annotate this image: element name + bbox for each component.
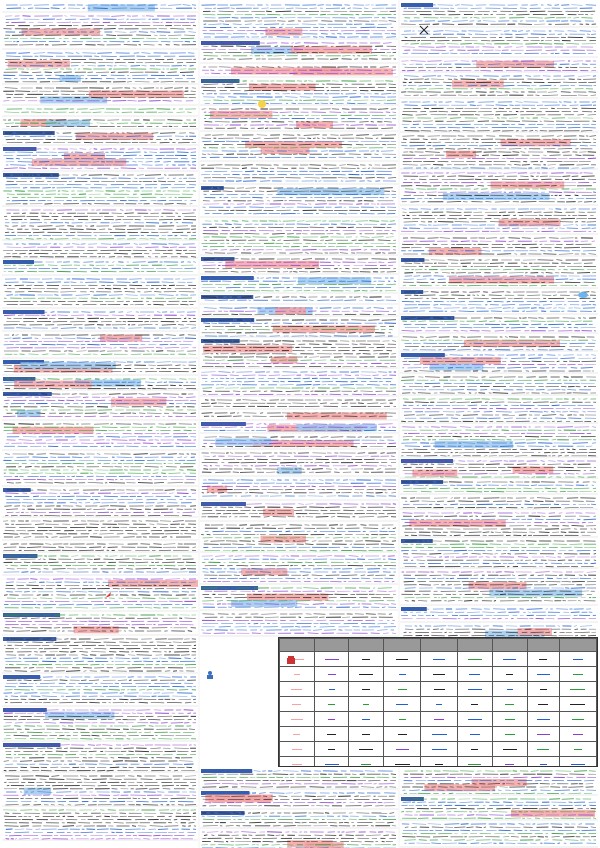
table-cell (421, 697, 458, 712)
table-cell (559, 727, 596, 742)
formula-block-35 (200, 79, 398, 105)
formula-block-32 (200, 5, 398, 39)
table-cell (384, 757, 421, 768)
cloud-icon (577, 283, 585, 291)
formula-block-53 (200, 480, 398, 500)
table-cell (280, 757, 315, 768)
formula-block-44 (200, 307, 398, 316)
table-header-cell (421, 639, 458, 652)
formula-block-64 (400, 31, 598, 57)
table-header-cell (384, 639, 421, 652)
formula-block-57 (200, 586, 398, 610)
formula-block-8 (2, 173, 198, 206)
table-cell (492, 712, 527, 727)
table-row (280, 697, 597, 712)
table-cell (314, 742, 349, 757)
formula-block-19 (2, 454, 198, 486)
formula-block-56 (200, 556, 398, 584)
table-cell (527, 667, 559, 682)
table-header-row (280, 639, 597, 652)
formula-block-90 (400, 824, 598, 847)
formula-block-23 (2, 554, 198, 575)
table-cell (384, 682, 421, 697)
table-cell (349, 667, 384, 682)
table-cell (349, 757, 384, 768)
table-header-cell (492, 639, 527, 652)
formula-block-43 (200, 295, 398, 304)
formula-block-14 (2, 335, 198, 358)
formula-block-80 (400, 459, 598, 478)
table-cell (527, 682, 559, 697)
formula-block-21 (2, 521, 198, 540)
formula-block-58 (200, 614, 398, 636)
formula-block-81 (400, 480, 598, 494)
formula-block-34 (200, 67, 398, 77)
table-cell (492, 667, 527, 682)
table-cell (458, 727, 493, 742)
formula-block-38 (200, 165, 398, 184)
table-cell (421, 727, 458, 742)
reference-table-grid (279, 638, 597, 767)
formula-block-51 (200, 437, 398, 449)
formula-block-41 (200, 257, 398, 274)
table-row (280, 667, 597, 682)
formula-block-54 (200, 502, 398, 521)
table-cell (280, 697, 315, 712)
table-cell (458, 742, 493, 757)
formula-block-48 (200, 400, 398, 409)
table-cell (349, 682, 384, 697)
table-cell (492, 682, 527, 697)
table-cell (458, 667, 493, 682)
formula-block-26 (2, 637, 198, 673)
formula-block-13 (2, 310, 198, 331)
table-cell (458, 652, 493, 667)
telephone-icon (286, 650, 294, 658)
formula-block-63 (400, 3, 598, 27)
formula-block-15 (2, 360, 198, 375)
formula-block-85 (400, 572, 598, 605)
formula-block-88 (400, 771, 598, 795)
formula-block-33 (200, 41, 398, 63)
table-header-cell (314, 639, 349, 652)
table-cell (421, 682, 458, 697)
person-icon (205, 665, 213, 673)
table-cell (458, 682, 493, 697)
formula-block-2 (2, 53, 198, 84)
table-cell (384, 727, 421, 742)
reference-table (278, 637, 598, 767)
table-cell (384, 652, 421, 667)
formula-block-84 (400, 539, 598, 568)
table-cell (559, 742, 596, 757)
formula-block-3 (2, 88, 198, 105)
formula-block-89 (400, 797, 598, 820)
table-row (280, 682, 597, 697)
table-cell (421, 712, 458, 727)
table-cell (280, 682, 315, 697)
table-cell (492, 652, 527, 667)
cross-icon (419, 20, 427, 28)
table-cell (458, 712, 493, 727)
table-cell (559, 682, 596, 697)
table-cell (280, 742, 315, 757)
table-header-cell (349, 639, 384, 652)
formula-block-16 (2, 377, 198, 390)
formula-block-65 (400, 61, 598, 72)
formula-block-45 (200, 318, 398, 337)
formula-block-20 (2, 488, 198, 517)
formula-block-74 (400, 316, 598, 333)
formula-block-37 (200, 135, 398, 161)
formula-block-78 (400, 399, 598, 423)
table-cell (384, 667, 421, 682)
table-cell (458, 697, 493, 712)
table-header-cell (458, 639, 493, 652)
formula-block-66 (400, 76, 598, 98)
table-row (280, 757, 597, 768)
formula-block-50 (200, 422, 398, 433)
table-cell (384, 742, 421, 757)
table-cell (384, 697, 421, 712)
formula-block-86 (400, 607, 598, 622)
table-cell (559, 667, 596, 682)
rocket-icon (103, 585, 111, 593)
table-cell (421, 742, 458, 757)
formula-block-73 (400, 290, 598, 314)
table-row (280, 712, 597, 727)
table-cell (527, 742, 559, 757)
table-cell (492, 757, 527, 768)
formula-block-12 (2, 279, 198, 308)
table-row (280, 652, 597, 667)
table-cell (314, 667, 349, 682)
table-cell (314, 727, 349, 742)
table-cell (527, 712, 559, 727)
formula-block-22 (2, 544, 198, 552)
table-cell (314, 757, 349, 768)
formula-block-62 (200, 832, 398, 848)
formula-block-70 (400, 209, 598, 234)
table-row (280, 727, 597, 742)
table-cell (421, 652, 458, 667)
table-cell (458, 757, 493, 768)
formula-block-69 (400, 173, 598, 205)
table-cell (527, 757, 559, 768)
formula-block-0 (2, 4, 198, 12)
lightbulb-icon (258, 100, 266, 108)
formula-block-59 (200, 769, 398, 789)
formula-block-27 (2, 675, 198, 706)
formula-block-75 (400, 337, 598, 351)
formula-block-46 (200, 339, 398, 368)
formula-block-17 (2, 392, 198, 420)
table-cell (280, 727, 315, 742)
table-cell (527, 652, 559, 667)
table-cell (349, 727, 384, 742)
formula-block-61 (200, 811, 398, 828)
table-header-cell (527, 639, 559, 652)
table-cell (527, 727, 559, 742)
table-cell (280, 667, 315, 682)
table-cell (349, 652, 384, 667)
table-cell (559, 757, 596, 768)
formula-block-49 (200, 412, 398, 420)
formula-block-39 (200, 186, 398, 217)
formula-block-7 (2, 147, 198, 171)
table-cell (314, 652, 349, 667)
table-cell (349, 712, 384, 727)
formula-block-30 (2, 776, 198, 806)
table-cell (280, 652, 315, 667)
formula-block-4 (2, 109, 198, 116)
table-header-cell (280, 639, 315, 652)
formula-block-67 (400, 102, 598, 132)
formula-block-40 (200, 221, 398, 255)
formula-block-25 (2, 613, 198, 635)
formula-block-10 (2, 244, 198, 258)
formula-block-28 (2, 708, 198, 741)
table-cell (349, 742, 384, 757)
formula-block-60 (200, 791, 398, 809)
formula-block-5 (2, 119, 198, 129)
formula-block-47 (200, 372, 398, 396)
formula-block-42 (200, 276, 398, 293)
formula-block-36 (200, 109, 398, 131)
formula-block-29 (2, 743, 198, 772)
table-cell (314, 712, 349, 727)
table-cell (384, 712, 421, 727)
formula-block-72 (400, 258, 598, 288)
formula-block-1 (2, 16, 198, 49)
formula-block-76 (400, 353, 598, 373)
table-cell (349, 697, 384, 712)
formula-block-9 (2, 210, 198, 240)
formula-block-79 (400, 427, 598, 457)
formula-block-82 (400, 498, 598, 509)
table-row (280, 742, 597, 757)
formula-block-83 (400, 513, 598, 537)
table-cell (314, 697, 349, 712)
table-cell (492, 742, 527, 757)
formula-block-77 (400, 377, 598, 395)
table-cell (527, 697, 559, 712)
table-header-cell (559, 639, 596, 652)
table-cell (492, 727, 527, 742)
formula-block-6 (2, 131, 198, 145)
table-cell (421, 757, 458, 768)
formula-block-11 (2, 260, 198, 275)
table-cell (559, 697, 596, 712)
formula-block-24 (2, 579, 198, 611)
formula-block-71 (400, 238, 598, 256)
table-cell (559, 712, 596, 727)
table-cell (314, 682, 349, 697)
formula-block-52 (200, 453, 398, 476)
formula-block-55 (200, 525, 398, 552)
formula-block-68 (400, 136, 598, 169)
table-cell (280, 712, 315, 727)
table-cell (421, 667, 458, 682)
formula-block-18 (2, 424, 198, 450)
table-cell (492, 697, 527, 712)
table-cell (559, 652, 596, 667)
formula-block-31 (2, 810, 198, 840)
